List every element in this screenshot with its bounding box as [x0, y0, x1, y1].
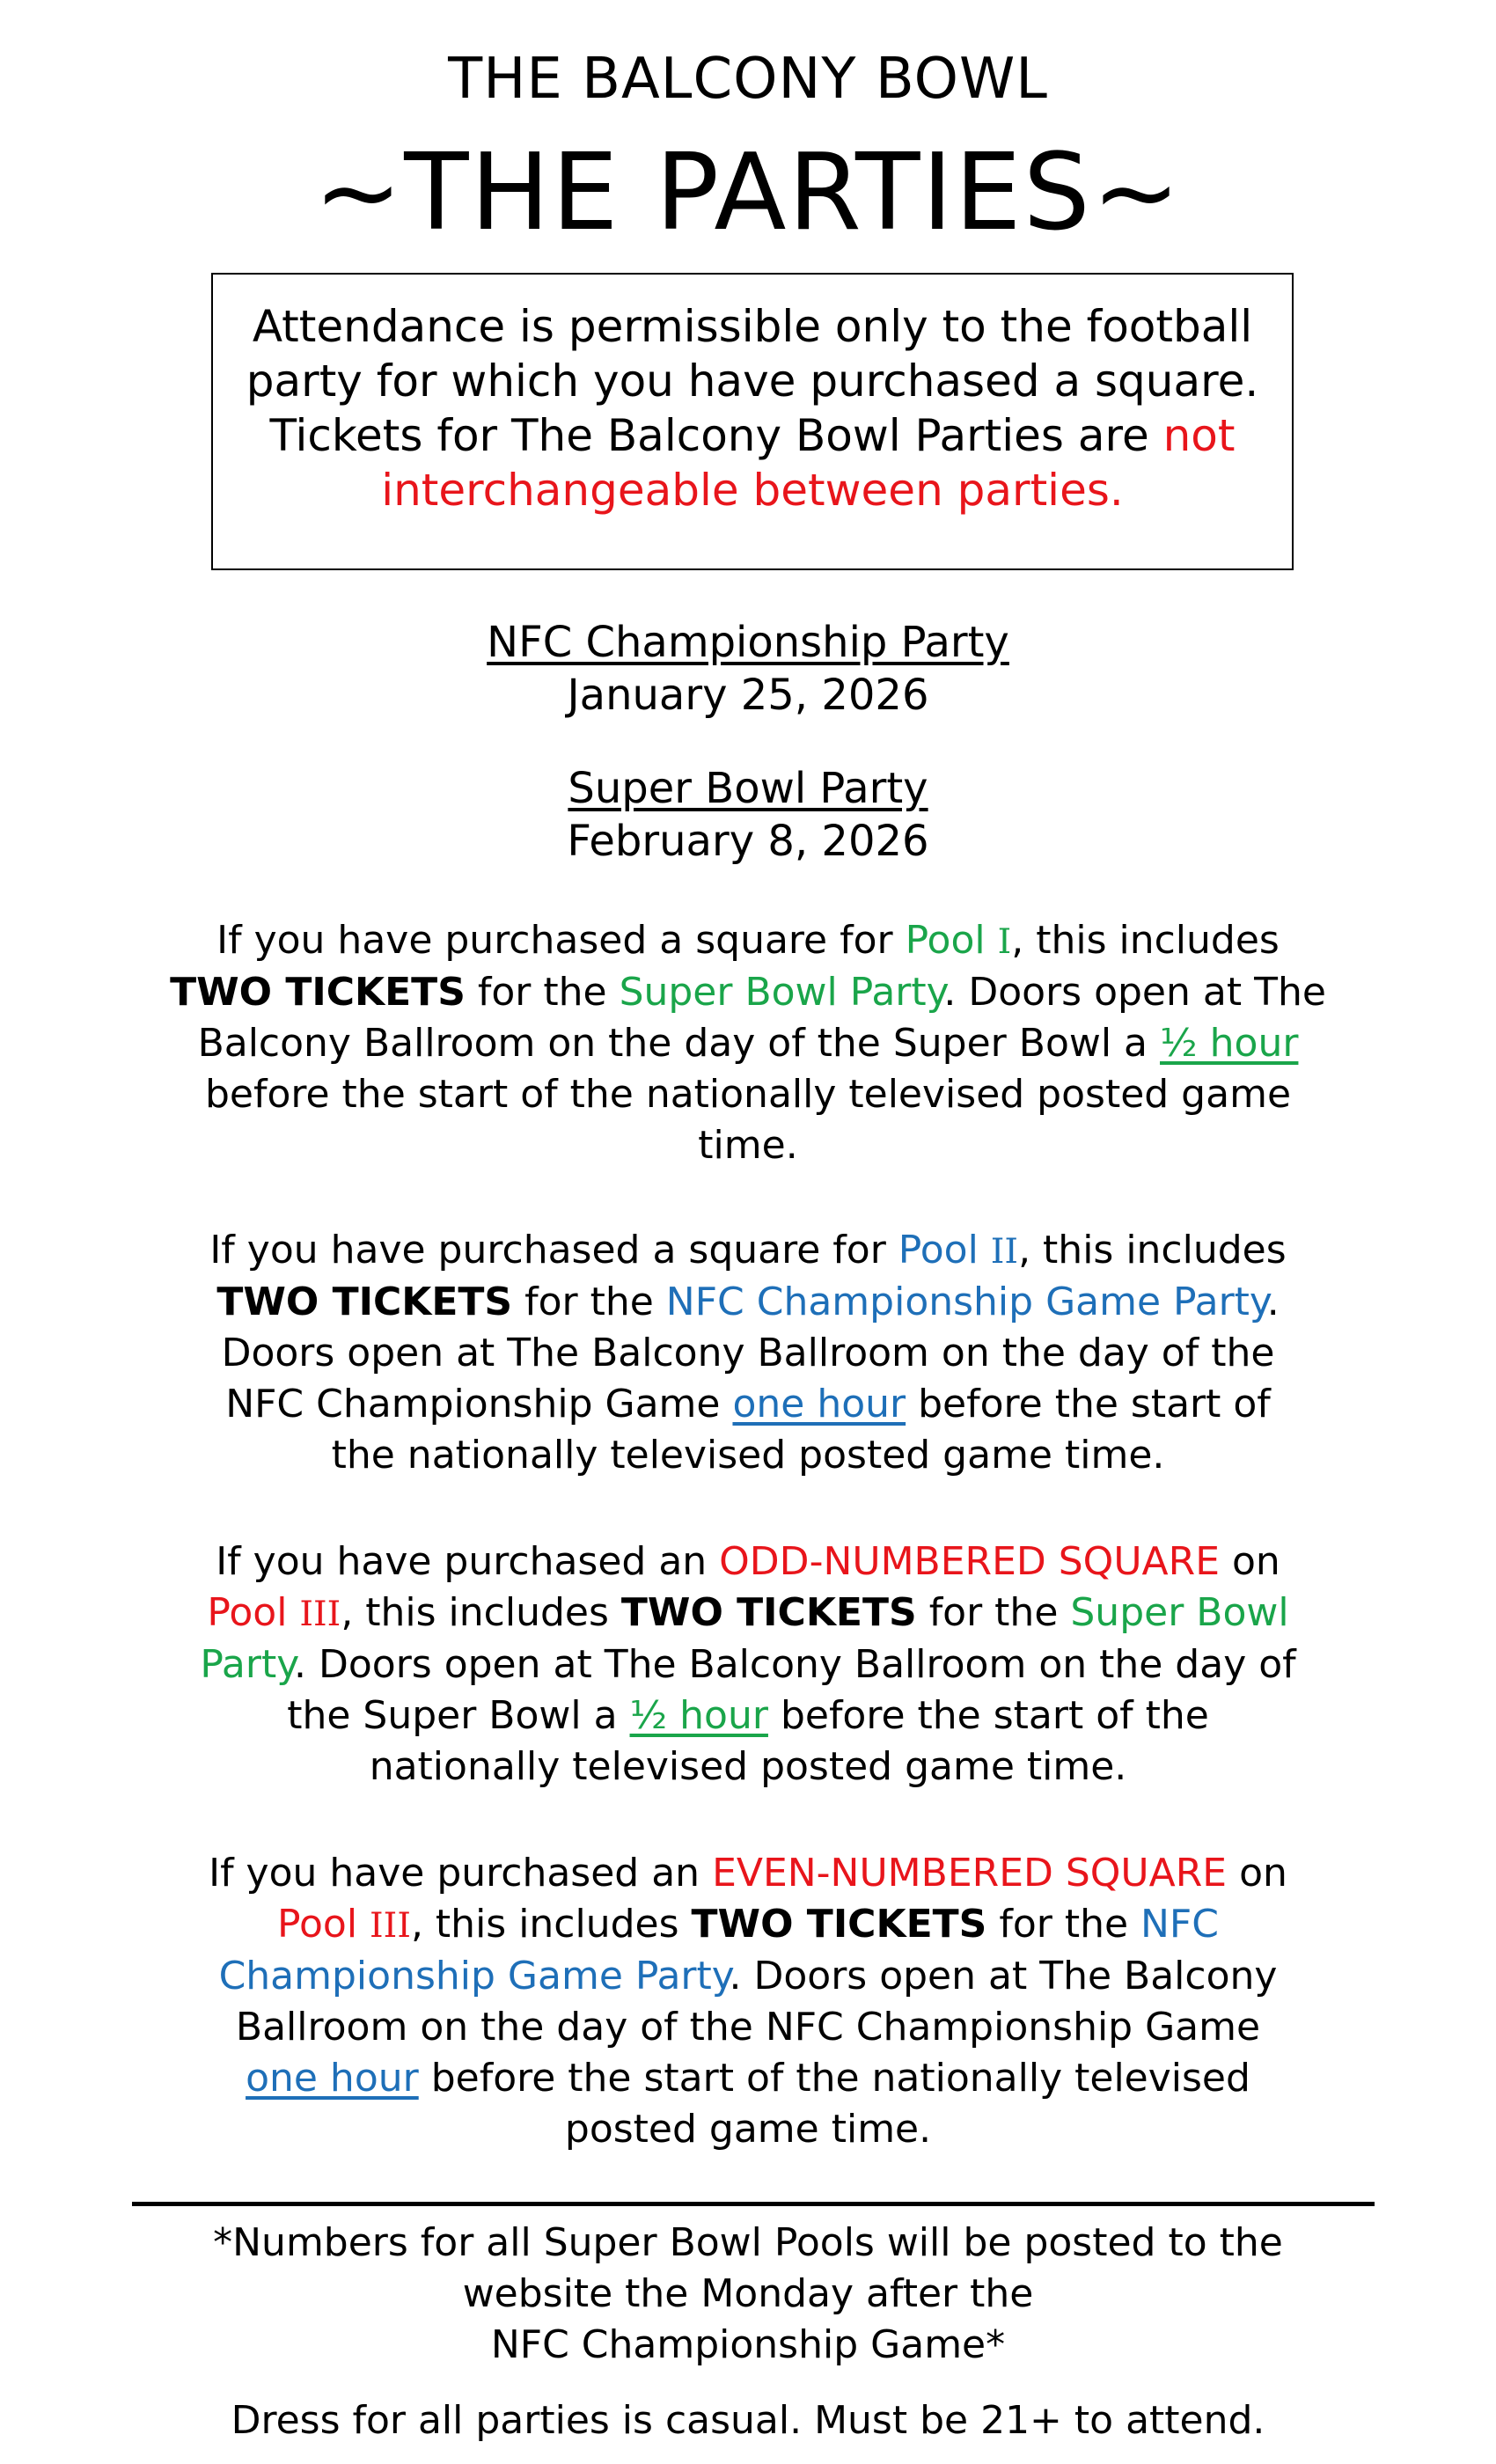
page-title: THE BALCONY BOWL: [448, 47, 1048, 112]
pool-3-odd-paragraph: [132, 1536, 1364, 1793]
para-line: [132, 1225, 1364, 1277]
para-line: time.: [698, 1123, 798, 1168]
door-time: one hour: [246, 2056, 419, 2101]
footnote: [0, 2218, 1496, 2371]
pool-text: Pool: [898, 1228, 991, 1272]
horizontal-divider: [132, 2202, 1375, 2206]
para-text: If you have purchased a square for: [216, 918, 906, 963]
footnote-line: NFC Championship Game*: [490, 2322, 1006, 2367]
party-label: NFC Championship Game Party: [665, 1280, 1267, 1324]
square-label: EVEN-NUMBERED SQUARE: [712, 1851, 1228, 1896]
notice-line: [213, 408, 1292, 463]
para-text: . Doors open at The Balcony Ballroom on the day of: [294, 1642, 1296, 1687]
para-line: [132, 1379, 1364, 1430]
para-line: [132, 2053, 1364, 2104]
tickets-label: TWO TICKETS: [691, 1902, 987, 1947]
para-text: on: [1220, 1539, 1280, 1584]
party-nfc-championship: [0, 616, 1496, 722]
party-label: Party: [200, 1642, 294, 1687]
para-text: NFC Championship Game: [225, 1382, 733, 1426]
party-super-bowl: [0, 762, 1496, 868]
para-line: [132, 967, 1364, 1018]
para-line: before the start of the nationally televised posted game: [204, 1072, 1292, 1117]
notice-warning-text: not: [1162, 410, 1236, 461]
para-line: [132, 1899, 1364, 1951]
party-label: Super Bowl: [1070, 1590, 1289, 1635]
page-subtitle: ~THE PARTIES~: [313, 132, 1183, 254]
para-line: [132, 1690, 1364, 1742]
pool-number: III: [370, 1905, 411, 1946]
pool-label: [207, 1590, 341, 1635]
pool-number: I: [997, 921, 1012, 962]
para-line: posted game time.: [564, 2107, 932, 2152]
para-text: , this includes: [1011, 918, 1280, 963]
pool-text: Pool: [905, 918, 998, 963]
para-text: before the start of the: [767, 1693, 1209, 1738]
para-line: [132, 1951, 1364, 2002]
pool-text: Pool: [207, 1590, 300, 1635]
pool-1-paragraph: [132, 915, 1364, 1171]
para-text: If you have purchased an: [216, 1539, 720, 1584]
party-label: NFC: [1140, 1902, 1219, 1947]
attendance-notice-box: [211, 273, 1294, 570]
party-name: Super Bowl Party: [568, 764, 928, 813]
tickets-label: TWO TICKETS: [620, 1590, 917, 1635]
pool-3-even-paragraph: [132, 1848, 1364, 2155]
notice-line: party for which you have purchased a square.: [246, 356, 1259, 407]
para-line: the nationally televised posted game time.: [331, 1433, 1165, 1478]
square-label: ODD-NUMBERED SQUARE: [719, 1539, 1220, 1584]
tickets-label: TWO TICKETS: [170, 970, 466, 1015]
para-text: on: [1227, 1851, 1287, 1896]
pool-label: [906, 918, 1012, 963]
para-line: [132, 1277, 1364, 1328]
pool-number: III: [299, 1594, 341, 1634]
para-text: . Doors open at The Balcony: [729, 1954, 1278, 1998]
para-text: , this includes: [1018, 1228, 1287, 1272]
party-date: January 25, 2026: [567, 671, 929, 720]
para-line: [132, 1848, 1364, 1899]
para-text: before the start of: [906, 1382, 1271, 1426]
para-text: before the start of the nationally televised: [418, 2056, 1250, 2101]
para-line: nationally televised posted game time.: [369, 1744, 1127, 1789]
notice-text: Tickets for The Balcony Bowl Parties are: [269, 410, 1163, 461]
para-line: [132, 1639, 1364, 1690]
footnote-line: website the Monday after the: [462, 2271, 1034, 2316]
notice-warning-line: interchangeable between parties.: [381, 465, 1124, 516]
party-label: Super Bowl Party: [619, 970, 944, 1015]
para-text: Balcony Ballroom on the day of the Super Bowl a: [197, 1021, 1161, 1066]
door-time: ½ hour: [629, 1693, 768, 1738]
party-date: February 8, 2026: [567, 817, 929, 866]
pool-label: [277, 1902, 411, 1947]
door-time: one hour: [732, 1382, 906, 1426]
party-name: NFC Championship Party: [487, 618, 1009, 667]
tickets-label: TWO TICKETS: [216, 1280, 513, 1324]
notice-line: Attendance is permissible only to the football: [252, 301, 1253, 352]
para-line: [132, 1536, 1364, 1588]
pool-2-paragraph: [132, 1225, 1364, 1481]
dress-code-note: Dress for all parties is casual. Must be 21+ to attend.: [231, 2398, 1265, 2443]
party-label: Championship Game Party: [218, 1954, 730, 1998]
door-time: ½ hour: [1160, 1021, 1299, 1066]
pool-number: II: [990, 1231, 1019, 1272]
para-text: , this includes: [341, 1590, 621, 1635]
para-text: If you have purchased a square for: [209, 1228, 898, 1272]
footnote-line: *Numbers for all Super Bowl Pools will be posted to the: [213, 2220, 1283, 2265]
para-line: [132, 1018, 1364, 1069]
para-text: for the: [916, 1590, 1071, 1635]
para-text: for the: [512, 1280, 666, 1324]
para-text: for the: [465, 970, 620, 1015]
para-line: Doors open at The Balcony Ballroom on the day of the: [221, 1331, 1275, 1375]
para-line: Ballroom on the day of the NFC Championship Game: [235, 2005, 1261, 2050]
para-text: , this includes: [410, 1902, 692, 1947]
para-text: If you have purchased an: [209, 1851, 713, 1896]
para-line: [132, 1588, 1364, 1639]
pool-text: Pool: [277, 1902, 370, 1947]
para-line: [132, 915, 1364, 967]
para-text: . Doors open at The: [943, 970, 1326, 1015]
pool-label: [898, 1228, 1018, 1272]
para-text: .: [1266, 1280, 1280, 1324]
para-text: the Super Bowl a: [287, 1693, 630, 1738]
para-text: for the: [986, 1902, 1141, 1947]
